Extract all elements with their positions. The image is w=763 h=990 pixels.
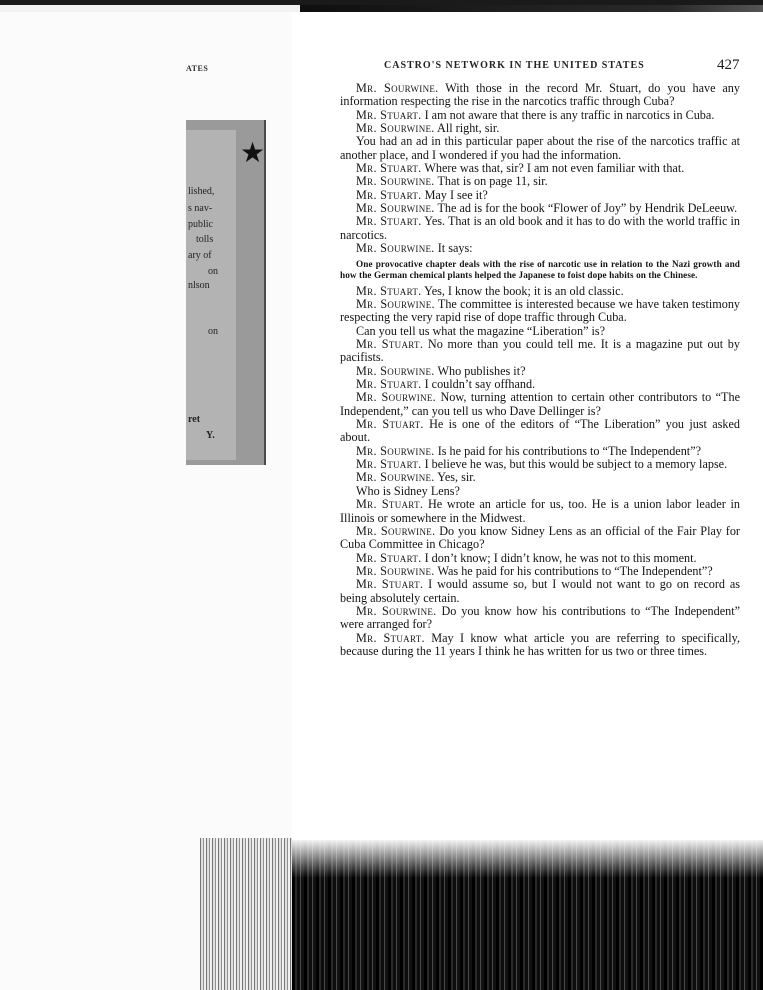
speaker-name: Mr. Sourwine. [356, 523, 436, 538]
paragraph-text: I believe he was, but this would be subject to a memory lapse. [421, 457, 728, 472]
speaker-name: Mr. Stuart. [356, 550, 422, 565]
speaker-name: Mr. Sourwine. [356, 563, 435, 578]
scan-bottom-fade [292, 838, 763, 878]
left-page-header: ATES [186, 64, 209, 73]
speaker-name: Mr. Stuart. [356, 457, 422, 472]
testimony-paragraph [340, 175, 740, 188]
testimony-paragraph [340, 498, 740, 525]
paragraph-text: May I see it? [421, 187, 488, 202]
speaker-name: Mr. Sourwine. [356, 603, 437, 618]
testimony-paragraph [340, 445, 740, 458]
testimony-text [340, 82, 740, 658]
testimony-paragraph [340, 202, 740, 215]
speaker-name: Mr. Sourwine. [356, 81, 439, 95]
speaker-name: Mr. Stuart. [356, 497, 424, 512]
left-fragment: ret [188, 414, 201, 425]
testimony-paragraph [340, 285, 740, 298]
testimony-paragraph [340, 605, 740, 632]
block-quote: One provocative chapter deals with the rise of narcotic use in relation to the Nazi growth and how the German chemical plants helped the Japanese to foist dope habits on the Chinese. [340, 259, 740, 281]
left-fragment: tolls [196, 234, 214, 245]
testimony-paragraph [340, 338, 740, 365]
page-number: 427 [717, 57, 740, 73]
paragraph-text: I am not aware that there is any traffic in narcotics in Cuba. [421, 107, 715, 122]
speaker-name: Mr. Stuart. [356, 337, 424, 352]
paragraph-text: Was he paid for his contributions to “The Independent”? [434, 563, 713, 578]
paragraph-text: Now, turning attention to certain other contributors to “The Independent,” can you tell us who Dave Dellinger is? [340, 390, 740, 418]
paragraph-text: He wrote an article for us, too. He is a union labor leader in Illinois or somewhere in the Midwest. [340, 497, 741, 525]
testimony-paragraph [340, 565, 740, 578]
testimony-paragraph [340, 485, 740, 498]
paragraph-text: Can you tell us what the magazine “Liberation” is? [356, 323, 606, 338]
left-fragment: ary of [188, 250, 212, 261]
paragraph-text: Is he paid for his contributions to “The Independent”? [434, 443, 702, 458]
left-fragment: on [208, 326, 218, 337]
speaker-name: Mr. Sourwine. [356, 201, 435, 216]
paragraph-text: The committee is interested because we have taken testimony respecting the very rapid rise of dope traffic through Cuba. [340, 297, 741, 325]
left-fragment: public [188, 219, 213, 230]
paragraph-text: I would assume so, but I would not want to go on record as being absolutely certain. [340, 577, 740, 605]
paragraph-text: I couldn’t say offhand. [421, 377, 536, 392]
shaded-box-inner [186, 130, 236, 460]
speaker-name: Mr. Stuart. [356, 577, 424, 592]
testimony-paragraph [340, 109, 740, 122]
scan-gutter-noise [200, 838, 292, 990]
left-fragment: Y. [206, 430, 215, 441]
left-fragment: on [208, 266, 218, 277]
left-fragment: s nav- [188, 203, 213, 214]
speaker-name: Mr. Sourwine. [356, 121, 435, 136]
left-fragment: lished, [188, 186, 215, 197]
paragraph-text: Yes, I know the book; it is an old classic. [421, 283, 624, 298]
left-page-shaded-box [186, 120, 266, 465]
paragraph-text: I don’t know; I didn’t know, he was not to this moment. [421, 550, 697, 565]
testimony-paragraph [340, 135, 740, 162]
speaker-name: Mr. Sourwine. [356, 241, 435, 256]
speaker-name: Mr. Stuart. [356, 214, 422, 229]
paragraph-text: Yes, sir. [434, 470, 476, 485]
paragraph-text: Do you know how his contributions to “The Independent” were arranged for? [340, 603, 740, 632]
testimony-paragraph [340, 298, 740, 325]
paragraph-text: May I know what article you are referring to specifically, because during the 11 years I think he has written for us two or three times. [340, 630, 741, 658]
testimony-paragraph [340, 391, 740, 418]
testimony-paragraph [340, 215, 740, 242]
testimony-paragraph [340, 552, 740, 565]
speaker-name: Mr. Sourwine. [356, 174, 435, 189]
testimony-paragraph [340, 82, 740, 109]
speaker-name: Mr. Sourwine. [356, 390, 437, 405]
paragraph-text: Who is Sidney Lens? [356, 483, 460, 498]
testimony-paragraph [340, 632, 740, 659]
paragraph-text: Who publishes it? [434, 363, 526, 378]
speaker-name: Mr. Stuart. [356, 283, 422, 298]
running-head: CASTRO'S NETWORK IN THE UNITED STATES [384, 60, 645, 71]
testimony-paragraph [340, 458, 740, 471]
paragraph-text: With those in the record Mr. Stuart, do you have any information respecting the rise in the narcotics traffic through Cuba? [340, 81, 740, 109]
paragraph-text: Do you know Sidney Lens as an official of the Fair Play for Cuba Committee in Chicago? [340, 523, 740, 552]
paragraph-text: The ad is for the book “Flower of Joy” by Hendrik DeLeeuw. [434, 201, 738, 216]
paragraph-text: All right, sir. [434, 121, 500, 136]
testimony-paragraph [340, 525, 740, 552]
testimony-paragraph [340, 471, 740, 484]
testimony-paragraph [340, 378, 740, 391]
paragraph-text: Where was that, sir? I am not even familiar with that. [421, 161, 685, 176]
paragraph-text: It says: [434, 241, 473, 256]
testimony-paragraph [340, 418, 740, 445]
testimony-paragraph [340, 122, 740, 135]
speaker-name: Mr. Stuart. [356, 107, 422, 122]
paragraph-text: He is one of the editors of “The Liberation” you just asked about. [340, 417, 740, 445]
left-fragment: nlson [188, 280, 210, 291]
paragraph-text: That is on page 11, sir. [434, 174, 548, 189]
testimony-paragraph [340, 242, 740, 255]
paragraph-text: No more than you could tell me. It is a magazine put out by pacifists. [340, 337, 740, 365]
speaker-name: Mr. Sourwine. [356, 297, 435, 311]
star-icon: ★ [240, 138, 266, 169]
speaker-name: Mr. Stuart. [356, 187, 422, 202]
testimony-paragraph [340, 189, 740, 202]
paragraph-text: Yes. That is an old book and it has to do with the world traffic in narcotics. [340, 214, 741, 242]
testimony-paragraph [340, 325, 740, 338]
speaker-name: Mr. Stuart. [356, 377, 422, 392]
speaker-name: Mr. Sourwine. [356, 443, 435, 458]
speaker-name: Mr. Stuart. [356, 417, 424, 432]
testimony-paragraph [340, 365, 740, 378]
testimony-paragraph [340, 162, 740, 175]
paragraph-text: You had an ad in this particular paper about the rise of the narcotics traffic at another place, and I wondered if you had the information. [340, 134, 740, 162]
speaker-name: Mr. Sourwine. [356, 363, 435, 378]
speaker-name: Mr. Sourwine. [356, 470, 435, 485]
testimony-paragraph [340, 578, 740, 605]
speaker-name: Mr. Stuart. [356, 161, 422, 176]
speaker-name: Mr. Stuart. [356, 630, 425, 645]
